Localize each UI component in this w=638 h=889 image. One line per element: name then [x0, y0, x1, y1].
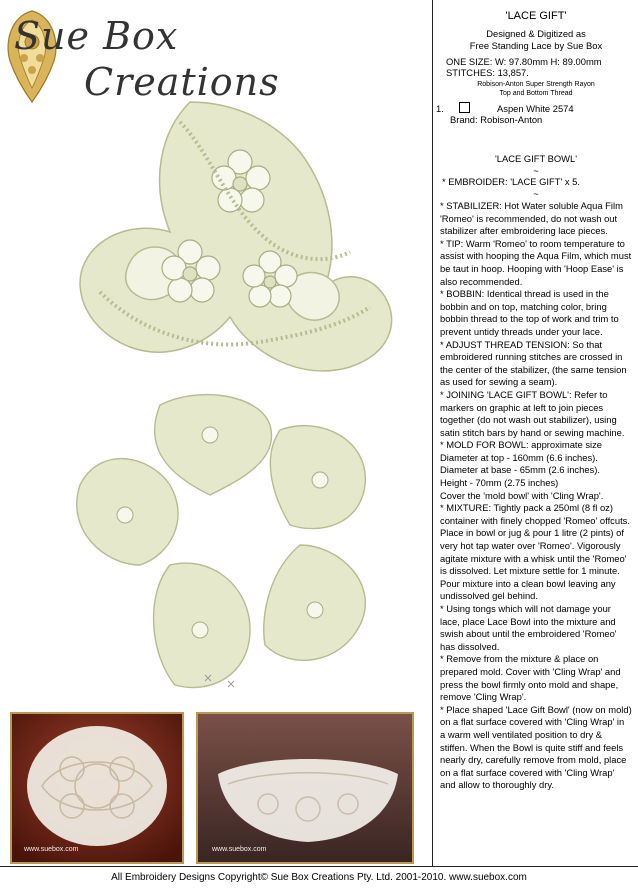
- instruction-tension: * ADJUST THREAD TENSION: So that embroidered running stitches are crossed in the center of the stabilizer, (the same tension as used for sewing a seam).: [440, 338, 627, 388]
- instruction-bobbin: * BOBBIN: Identical thread is used in the bobbin and on top, matching color, bring bobbin thread to the top of work and trim to prevent untidy threads under your lace.: [440, 288, 619, 337]
- instruction-mixture: * MIXTURE: Tightly pack a 250ml (8 fl oz) container with finely chopped 'Romeo' offcuts. Place in bowl or jug & pour 1 litre (2 pints) of very hot tap water over 'Romeo'. Vigorously agitate mixture with a whisk until the 'Romeo' is dissolved. Let mixture settle for 1 minute. Pour mixture into a clean bowl leaving any undissolved gel behind.: [440, 502, 630, 602]
- thread-brand: Brand: Robison-Anton: [450, 114, 543, 125]
- tilde-divider-2: ~: [533, 188, 539, 199]
- logo-text-line2: Creations: [84, 60, 280, 104]
- instruction-dry: * Place shaped 'Lace Gift Bowl' (now on mold) on a flat surface covered with 'Cling Wrap' in a warm well ventilated position to dry & stiffen. When the Bowl is quite stiff and feels nearly dry, carefully remove from mold, place on a flat surface covered with 'Cling Wrap' and allow to thoroughly dry.: [440, 703, 632, 791]
- photo-watermark-left: www.suebox.com: [24, 846, 79, 853]
- instruction-mold: * MOLD FOR BOWL: approximate size: [440, 439, 603, 451]
- footer-divider: [0, 866, 638, 867]
- size-row: ONE SIZE: W: 97.80mm H: 89.00mm: [446, 56, 602, 67]
- logo-text-line1: Sue Box: [14, 14, 179, 58]
- tilde-divider: ~: [533, 165, 539, 176]
- bowl-photo-top-view: [10, 712, 184, 864]
- thread-note-1: Robison-Anton Super Strength Rayon: [477, 81, 595, 88]
- photo-watermark-right: www.suebox.com: [212, 846, 267, 853]
- instruction-stabilizer: * STABILIZER: Hot Water soluble Aqua Film 'Romeo' is recommended, do not wash out stabilizer after embroidering lace pieces.: [440, 200, 623, 237]
- instruction-diameter-base: Diameter at base - 65mm (2.6 inches).: [440, 464, 600, 476]
- column-divider: [432, 0, 433, 866]
- instruction-height: Height - 70mm (2.75 inches): [440, 477, 559, 489]
- instruction-joining: * JOINING 'LACE GIFT BOWL': Refer to markers on graphic at left to join pieces together (do not wash out stabilizer), using satin stitch bars by hand or sewing machine.: [440, 388, 625, 438]
- instruction-tip: * TIP: Warm 'Romeo' to room temperature to assist with hooping the Aqua Film, which must be taut in hoop. Hooping with 'Hoop Ease' is also recommended.: [440, 237, 632, 287]
- copyright-footer: All Embroidery Designs Copyright© Sue Box Creations Pty. Ltd. 2001-2010. www.suebox.com: [111, 872, 527, 883]
- design-title: 'LACE GIFT': [505, 10, 567, 22]
- lace-note-text: Free Standing Lace by Sue Box: [469, 40, 603, 51]
- thread-name: Aspen White 2574: [497, 103, 574, 114]
- instruction-remove: * Remove from the mixture & place on prepared mold. Cover with 'Cling Wrap' and press the bowl firmly onto mold and shape, remove 'Cling Wrap'.: [440, 653, 621, 703]
- thread-color-swatch: [459, 102, 470, 113]
- bowl-title: 'LACE GIFT BOWL': [494, 153, 578, 164]
- thread-note-2: Top and Bottom Thread: [499, 90, 573, 97]
- instruction-cover: Cover the 'mold bowl' with 'Cling Wrap'.: [440, 489, 604, 501]
- stitch-count: STITCHES: 13,857.: [446, 67, 529, 78]
- instruction-diameter-top: Diameter at top - 160mm (6.6 inches).: [440, 451, 598, 463]
- instruction-tongs: * Using tongs which will not damage your lace, place Lace Bowl into the mixture and swish about until the embroidered 'Romeo' has dissolved.: [440, 603, 617, 652]
- instructions-block: [440, 200, 632, 792]
- designed-by-text: Designed & Digitized as: [486, 28, 586, 39]
- bowl-photo-side-view: [196, 712, 414, 864]
- thread-number: 1.: [436, 103, 444, 114]
- lace-gift-motif: [40, 92, 410, 392]
- lace-bowl-layout: [60, 385, 400, 705]
- embroider-line: * EMBROIDER: 'LACE GIFT' x 5.: [442, 176, 580, 187]
